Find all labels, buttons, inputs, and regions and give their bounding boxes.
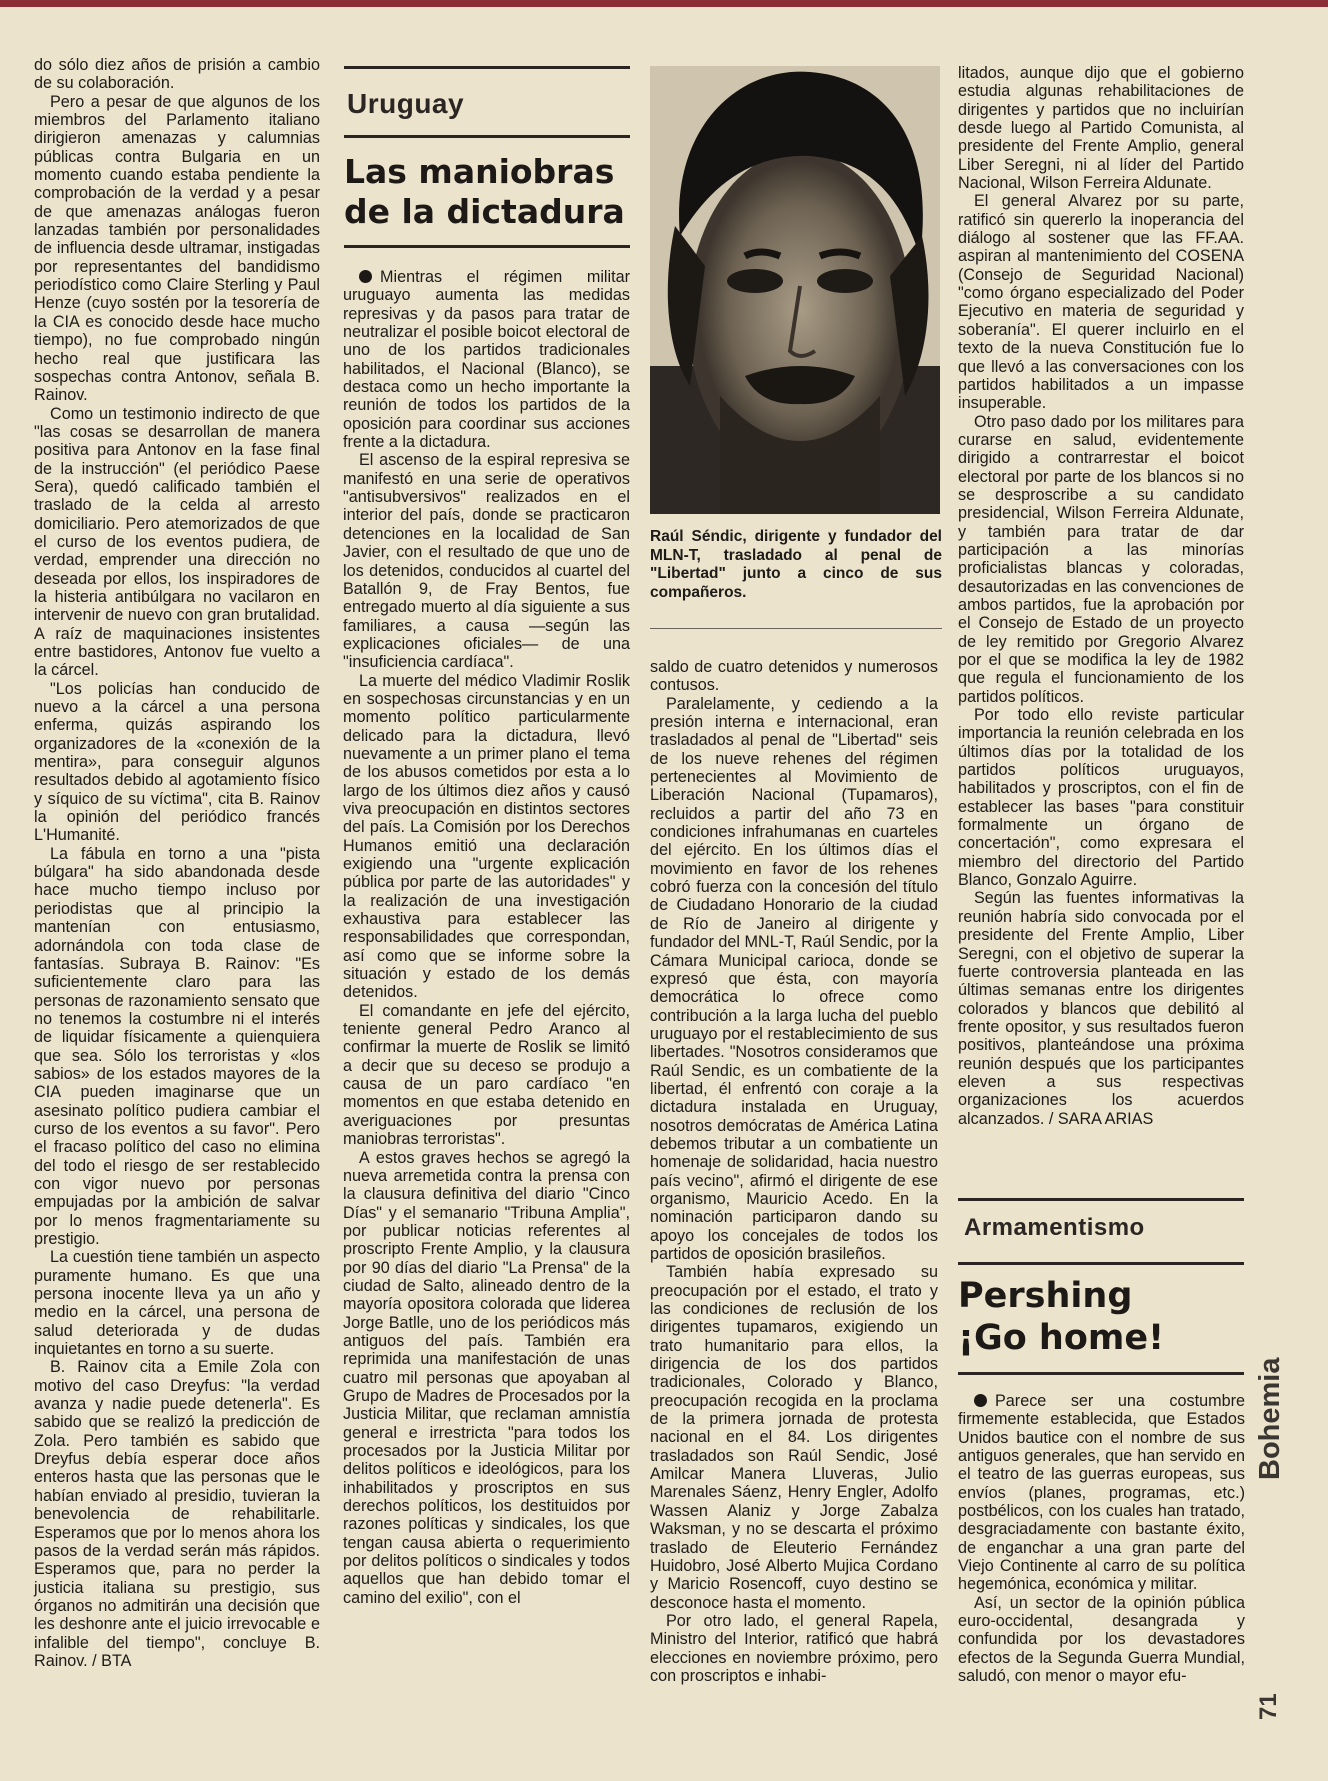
lead-paragraph — [958, 1392, 1245, 1594]
headline-line-2: de la dictadura — [344, 192, 625, 231]
paragraph: La cuestión tiene también un aspecto puramente humano. Es que una persona inocente lleva ya un año y medio en la cárcel, una persona de salud deteriorada y de dudas inquietantes en torno a su suerte. — [34, 1248, 320, 1359]
top-border — [0, 0, 1328, 7]
page-number: 71 — [1255, 1693, 1282, 1720]
headline-line-1: Las maniobras — [344, 152, 615, 191]
paragraph: El ascenso de la espiral represiva se manifestó en una serie de operativos "antisubversivos" realizados en el interior del país, donde se practicaron detenciones en la localidad de San Javier, con el resultado de que uno de los detenidos, conducidos al cuartel del Batallón 9, de Fray Bentos, fue entregado muerto al día siguiente a sus familiares, a causa —según las explicaciones oficiales— de una "insuficiencia cardíaca". — [343, 451, 630, 672]
article-armamentismo-column — [958, 1392, 1245, 1686]
paragraph: También había expresado su preocupación por el estado, el trato y las condiciones de reclusión de los dirigentes tupamaros, exigiendo un trato humanitario para ellos, la dirigencia de los dos partidos tradicionales, Colorado y Blanco, preocupación recogida en la proclama de la primera jornada de protesta nacional en el 84. Los dirigentes trasladados son Raúl Sendic, José Amilcar Manera Lluveras, Julio Marenales Sáenz, Henry Engler, Adolfo Wassen Alaniz y Jorge Zabalza Waksman, y no se descarta el próximo traslado de Eleuterio Fernández Huidobro, José Alberto Mujica Cordano y Maricio Rosencoff, cuyo destino se desconoce hasta el momento. — [650, 1263, 938, 1612]
section-kicker: Uruguay — [347, 88, 465, 119]
paragraph: A estos graves hechos se agregó la nueva arremetida contra la prensa con la clausura definitiva del diario "Cinco Días" y el semanario "Tribuna Amplia", por publicar noticias referentes al proscripto Frente Amplio, y la clausura por 90 días del diario "La Prensa" de la ciudad de Salto, alineado dentro de la mayoría opositora colorada que liderea Jorge Batlle, uno de los periódicos más antiguos del país. También era reprimida una manifestación de unas cuatro mil personas que apoyaban al Grupo de Madres de Procesados por la Justicia Militar, que reclaman amnistía general e irrestricta "para todos los procesados por la Justicia Militar por delitos políticos e ideológicos, para los inhabilitados y proscriptos en sus derechos políticos, los destituidos por razones políticas y sindicales, los que tengan causa abierta o requerimiento por delitos políticos o sindicales y todos aquellos que han debido tomar el camino del exilio", con el — [343, 1148, 630, 1607]
bullet-icon — [974, 1394, 987, 1407]
paragraph: Pero a pesar de que algunos de los miembros del Parlamento italiano dirigieron amenazas y calumnias públicas contra Bulgaria en un momento cuando estaba pendiente la comprobación de la verdad y a pesar de que amenazas análogas fueron lanzadas también por personalidades de influencia desde ultramar, instigadas por representantes del bandidismo periodístico como Claire Sterling y Paul Henze (cuyo sostén por la tesorería de la CIA es conocido desde hace mucho tiempo), no fue comprobado ningún hecho real que justificara las sospechas contra Antonov, señala B. Rainov. — [34, 92, 320, 405]
photo-caption: Raúl Séndic, dirigente y fundador del MLN-T, trasladado al penal de "Libertad" junto a cinco de sus compañeros. — [650, 528, 942, 601]
paragraph: Por todo ello reviste particular importancia la reunión celebrada en los últimos días por la totalidad de los partidos políticos uruguayos, habilitados y proscriptos, con el fin de establecer las bases "para constituir formalmente un órgano de concertación", como expresara el miembro del directorio del Partido Blanco, Gonzalo Aguirre. — [958, 706, 1244, 890]
armamentismo-rule-bottom — [958, 1372, 1244, 1375]
lead-text: Mientras el régimen militar uruguayo aumenta las medidas represivas y da pasos para tratar de neutralizar el posible boicot electoral de uno de los partidos tradicionales habilitados, el Nacional (Blanco), se destaca como un hecho importante la reunión de todos los partidos de la oposición para coordinar sus acciones frente a la dictadura. — [343, 268, 630, 452]
paragraph: Otro paso dado por los militares para curarse en salud, evidentemente dirigido a contrarrestar el boicot electoral por parte de los blancos si no se desproscribe a su candidato presidencial, Wilson Ferreira Aldunate, y también para tratar de dar participación a las minorías proficialistas blancas y coloradas, desautorizadas en las convenciones de ambos partidos, fue la aprobación por el Consejo de Estado de un proyecto de ley remitido por Gregorio Alvarez por el que se modifica la ley de 1982 que regula el funcionamiento de los partidos políticos. — [958, 412, 1244, 706]
armamentismo-rule-top — [958, 1198, 1244, 1201]
lead-paragraph — [343, 268, 630, 451]
paragraph: La muerte del médico Vladimir Roslik en sospechosas circunstancias y en un momento político particularmente delicado para la dictadura, llevó nuevamente a un primer plano el tema de los abusos cometidos por esta a lo largo de los últimos diez años y causó viva preocupación en distintos sectores del país. La Comisión por los Derechos Humanos emitió una declaración exigiendo una "urgente explicación pública por parte de las autoridades" y la realización de una investigación exhaustiva para establecer las responsabilidades que correspondan, así como que se informe sobre la situación y estado de los demás detenidos. — [343, 671, 630, 1002]
article-uruguay-column-2 — [650, 658, 938, 1685]
paragraph: Por otro lado, el general Rapela, Ministro del Interior, ratificó que habrá elecciones en noviembre próximo, pero con proscriptos e inhabi- — [650, 1611, 938, 1685]
paragraph: Según las fuentes informativas la reunión habría sido convocada por el presidente del Frente Amplio, Liber Seregni, con el objetivo de superar la fuerte controversia planteada en las últimas semanas entre los dirigentes colorados y blancos que debilitó al frente opositor, y sus resultados fueron positivos, planteándose una próxima reunión después que los participantes eleven a sus respectivas organizaciones los acuerdos alcanzados. / SARA ARIAS — [958, 889, 1244, 1128]
caption-rule — [650, 628, 942, 629]
paragraph: Paralelamente, y cediendo a la presión interna e internacional, eran trasladados al penal de "Libertad" seis de los nueve rehenes del régimen pertenecientes al Movimiento de Liberación Nacional (Tupamaros), recluidos a partir del año 73 en condiciones infrahumanas en cuarteles del ejército. En los últimos días el movimiento en favor de los rehenes cobró fuerza con la concesión del título de Ciudadano Honorario de la ciudad de Río de Janeiro al dirigente y fundador del MNL-T, Raúl Sendic, por la Cámara Municipal carioca, donde se expresó que ésta, con mayoría democrática lo ofrece como contribución a la larga lucha del pueblo uruguayo por el restablecimiento de sus libertades. "Nosotros consideramos que Raúl Sendic, es un combatiente de la libertad, él enfrentó con coraje a la dictadura instalada en Uruguay, nosotros demócratas de América Latina debemos tributar a un combatiente un homenaje de solidaridad, hacia nuestro país vecino", afirmó el dirigente de ese organismo, Mauricio Acedo. En la nominación participaron dando su apoyo los concejales de todos los partidos de oposición brasileños. — [650, 694, 938, 1263]
paragraph: Así, un sector de la opinión pública euro-occidental, desangrada y confundida por los devastadores efectos de la Segunda Guerra Mundial, saludó, con menor o mayor efu- — [958, 1593, 1245, 1686]
portrait-photo — [650, 66, 940, 514]
article-uruguay-column-3 — [958, 64, 1244, 1128]
paragraph: El general Alvarez por su parte, ratificó sin quererlo la inoperancia del diálogo al sostener que las FF.AA. aspiran al mantenimiento del COSENA (Consejo de Seguridad Nacional) "como órgano especializado del Poder Ejecutivo en materia de seguridad y soberanía". El querer incluirlo en el texto de la nueva Constitución fue lo que llevó a las conversaciones con los partidos habilitados a un impasse insuperable. — [958, 192, 1244, 413]
paragraph: do sólo diez años de prisión a cambio de su colaboración. — [34, 56, 320, 93]
armamentismo-rule-mid — [958, 1262, 1244, 1265]
paragraph: saldo de cuatro detenidos y numerosos contusos. — [650, 658, 938, 695]
paragraph: Como un testimonio indirecto de que "las cosas se desarrollan de manera positiva para Antonov en la fase final de la instrucción" (el periódico Paese Sera), quedó calificado también el traslado de la celda al arresto domiciliario. Pero atemorizados de que el curso de los eventos pudiera, de verdad, emprender una dirección no deseada por ellos, los inspiradores de la histeria antibúlgara no vacilaron en intervenir de nuevo con gran brutalidad. A raíz de maquinaciones insistentes entre bastidores, Antonov fue vuelto a la cárcel. — [34, 404, 320, 680]
header-rule-top — [344, 66, 630, 69]
paragraph: "Los policías han conducido de nuevo a la cárcel a una persona enferma, quizás aspirando los organizadores de la «conexión de la mentira», para conseguir algunos resultados debido al agotamiento físico y síquico de su víctima", cita B. Rainov la opinión del periódico francés L'Humanité. — [34, 679, 320, 845]
paragraph: La fábula en torno a una "pista búlgara" ha sido abandonada desde hace mucho tiempo incluso por periodistas que al principio la mantenían con entusiasmo, adornándola con toda clase de fantasías. Subraya B. Rainov: "Es suficientemente claro para las personas de razonamiento sensato que no tenemos la costumbre ni el interés de liquidar físicamente a quienquiera que sea. Sólo los terroristas y «los sabios» de los estados mayores de la CIA pueden imaginarse que un asesinato político pudiera cambiar el curso de los eventos a su favor". Pero el fracaso político del caso no elimina del todo el riesgo de ser restablecido con vigor nuevo por personas empujadas por la ambición de salvar por lo menos fragmentariamente su prestigio. — [34, 844, 320, 1248]
lead-text: Parece ser una costumbre firmemente establecida, que Estados Unidos bautice con el nombre de sus antiguos generales, que han servido en el teatro de las guerras europeas, sus envíos (planes, programas, etc.) postbélicos, con los cuales han tratado, desgraciadamente con bastante éxito, de enganchar a una gran parte del Viejo Continente al carro de su política hegemónica, económica y militar. — [958, 1392, 1245, 1594]
header-rule-mid — [344, 135, 630, 138]
paragraph: El comandante en jefe del ejército, teniente general Pedro Aranco al confirmar la muerte de Roslik se limitó a decir que su deceso se produjo a causa de un paro cardíaco "en momentos en que estaba detenido en averiguaciones por presuntas maniobras terroristas". — [343, 1001, 630, 1149]
armamentismo-headline-1: Pershing — [958, 1276, 1133, 1316]
armamentismo-headline-2: ¡Go home! — [958, 1318, 1165, 1358]
paragraph: litados, aunque dijo que el gobierno estudia algunas rehabilitaciones de dirigentes y partidos que no incluirían desde luego al Partido Comunista, al presidente del Frente Amplio, general Liber Seregni, ni al líder del Partido Nacional, Wilson Ferreira Aldunate. — [958, 64, 1244, 193]
paragraph: B. Rainov cita a Emile Zola con motivo del caso Dreyfus: "la verdad avanza y nadie puede detenerla". Es sabido que se realizó la predicción de Zola. Pero también es sabido que Dreyfus debía esperar doce años enteros hasta que las personas que le habían enviado al presidio, tuvieran la benevolencia de rehabilitarle. Esperamos que por lo menos ahora los pasos de la verdad serán más rápidos. Esperamos que, para no perder la justicia italiana su prestigio, sus órganos no admitirán una decisión que les deshonre ante el juicio irrevocable e infalible del tiempo", concluye B. Rainov. / BTA — [34, 1358, 320, 1670]
article-antonov-column — [34, 56, 320, 1670]
bullet-icon — [359, 270, 372, 283]
header-rule-bottom — [344, 245, 630, 248]
magazine-name: Bohemia — [1254, 1357, 1286, 1480]
article-uruguay-column-1 — [343, 268, 630, 1607]
portrait-image — [650, 66, 940, 514]
armamentismo-kicker: Armamentismo — [964, 1214, 1145, 1241]
